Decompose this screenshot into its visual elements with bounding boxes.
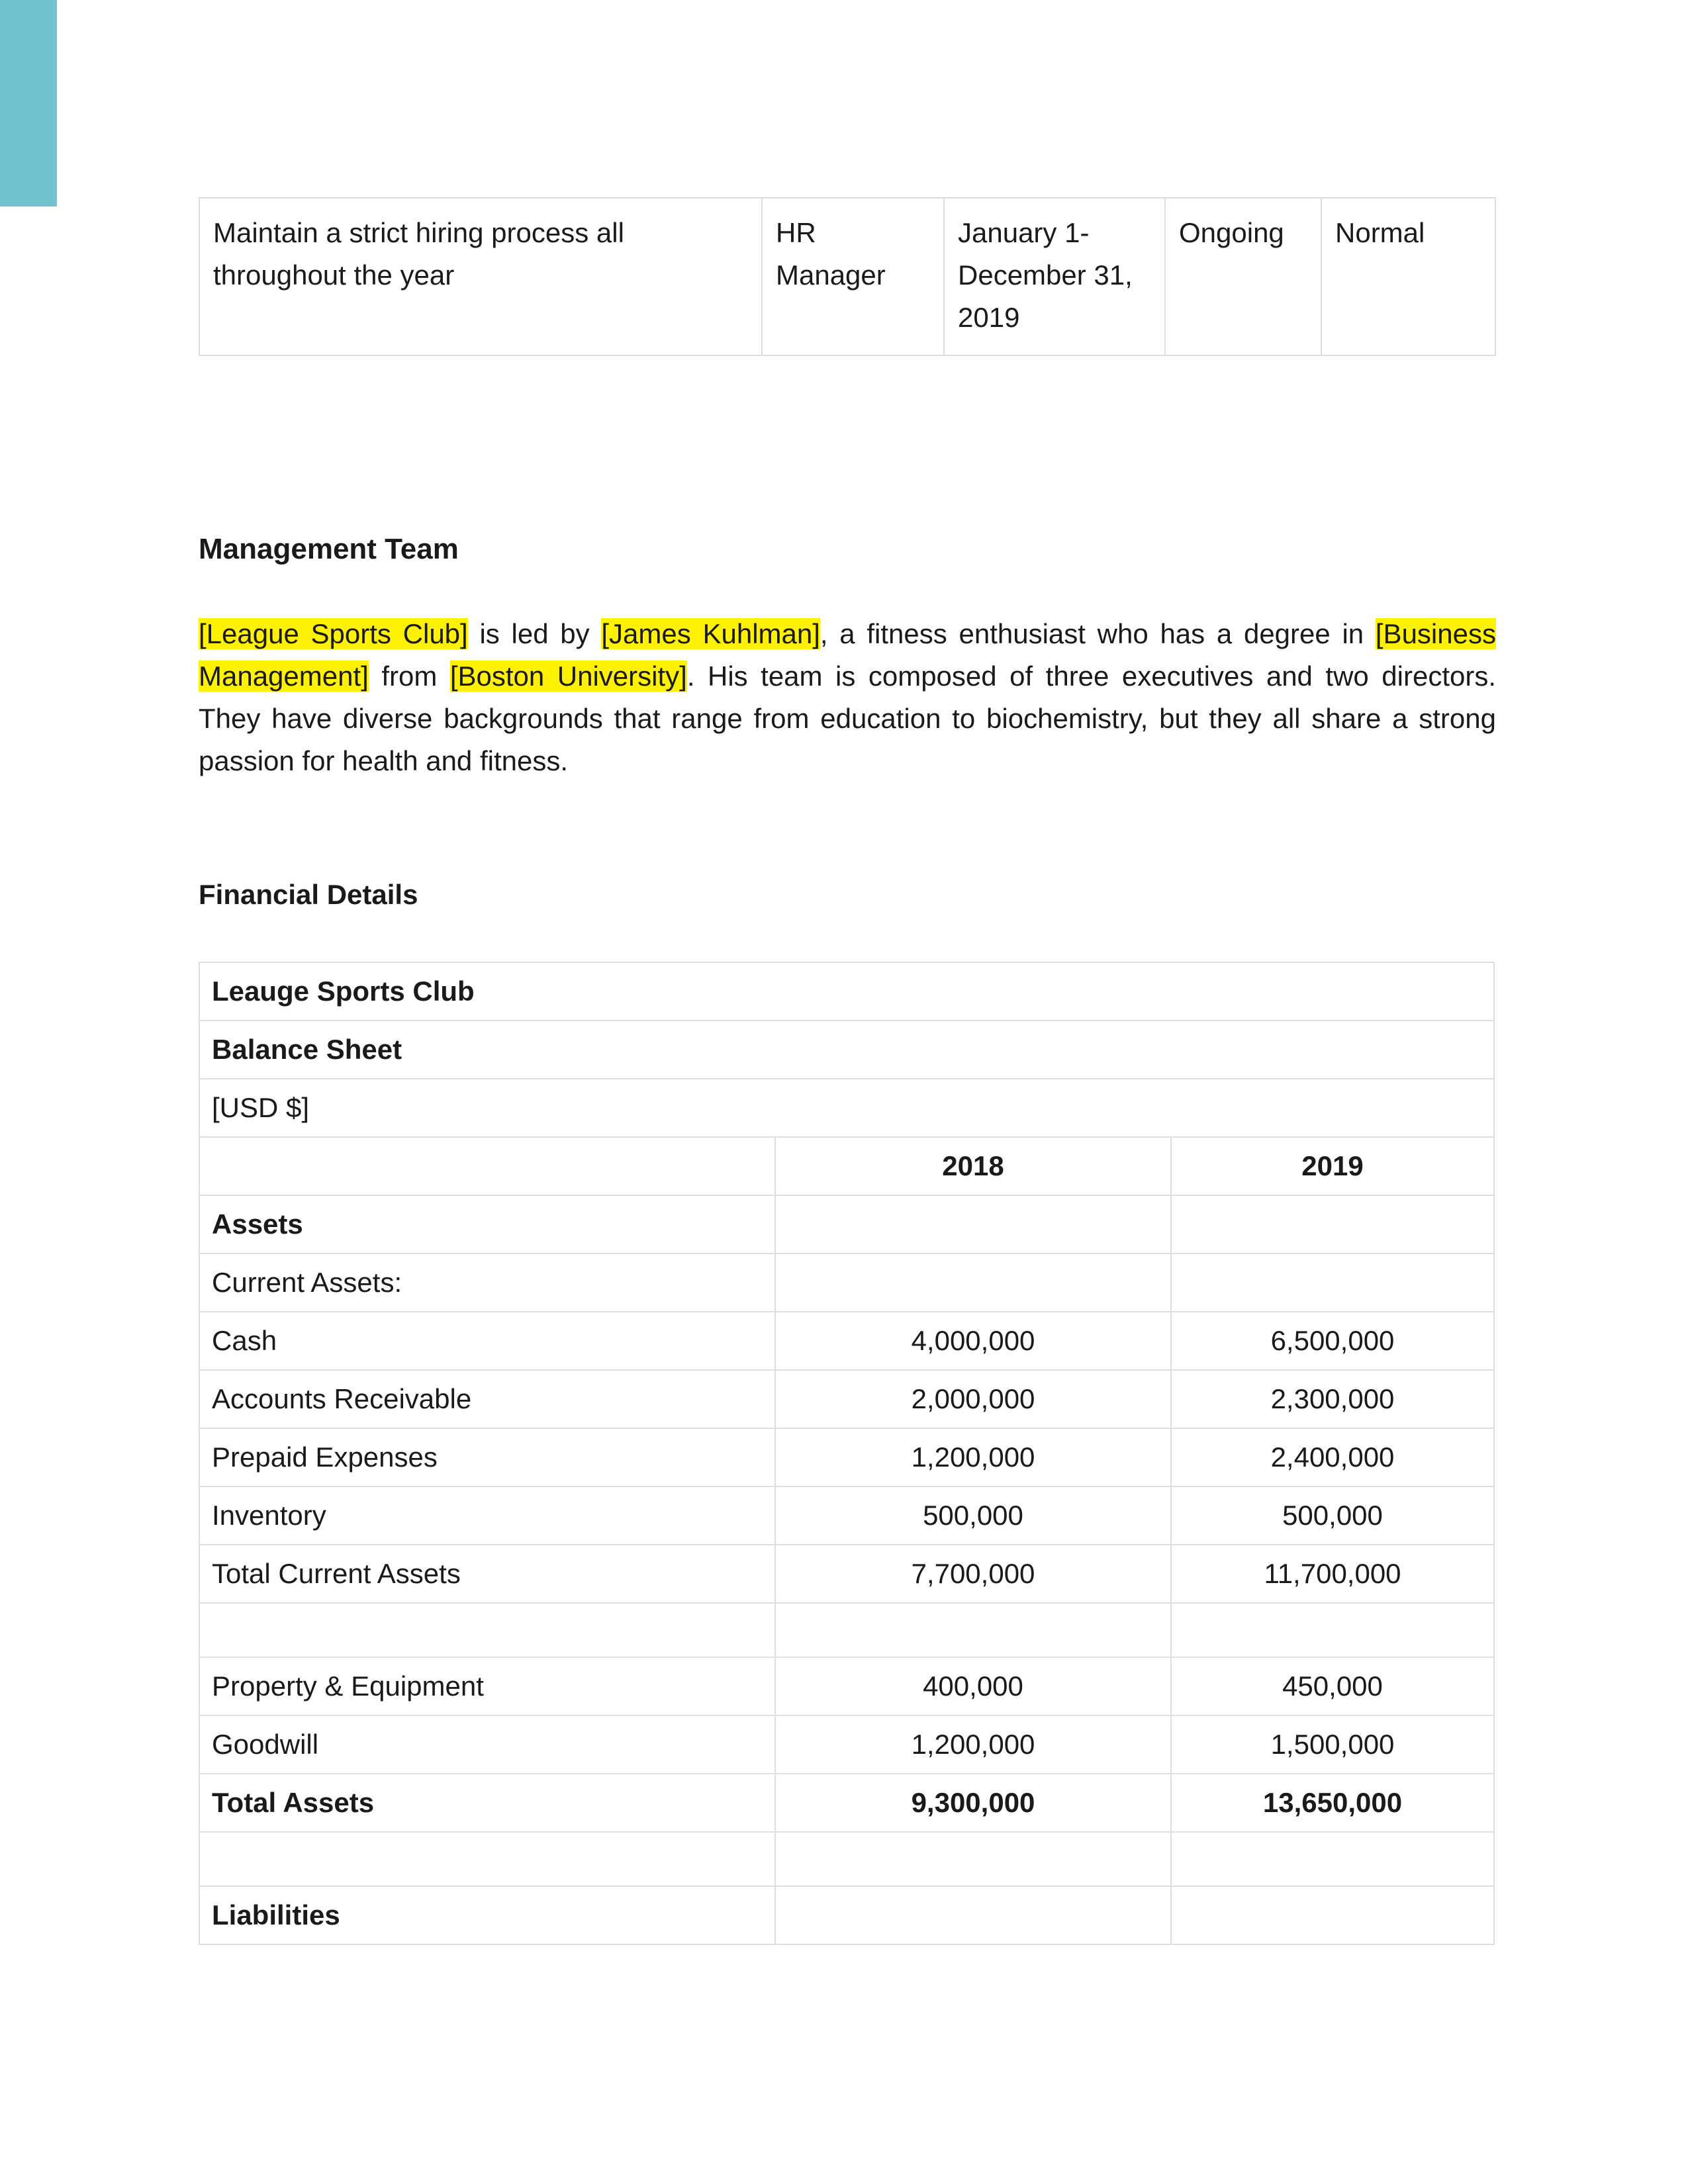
priority-cell: Normal (1321, 198, 1495, 355)
table-row (199, 1886, 1494, 1944)
financial-heading: Financial Details (199, 879, 418, 910)
balance-sheet-table (199, 962, 1495, 1945)
table-row (199, 1832, 1494, 1886)
value-2019: 500,000 (1171, 1486, 1494, 1545)
highlight-leader: [James Kuhlman] (601, 618, 820, 649)
value-2019 (1171, 1603, 1494, 1657)
highlight-degree: [Business Management] (199, 618, 1496, 692)
table-row (199, 1603, 1494, 1657)
table-row (199, 1370, 1494, 1428)
row-label: Assets (199, 1195, 775, 1253)
highlight-company: [League Sports Club] (199, 618, 468, 649)
task-table (199, 197, 1496, 356)
table-row (199, 1774, 1494, 1832)
value-2018 (775, 1253, 1171, 1312)
owner-cell: HR Manager (762, 198, 944, 355)
value-2018: 2,000,000 (775, 1370, 1171, 1428)
year-2019-header: 2019 (1171, 1137, 1494, 1195)
value-2018: 400,000 (775, 1657, 1171, 1715)
table-row (199, 1545, 1494, 1603)
status-cell: Ongoing (1165, 198, 1321, 355)
value-2018 (775, 1603, 1171, 1657)
value-2018: 4,000,000 (775, 1312, 1171, 1370)
row-label: Accounts Receivable (199, 1370, 775, 1428)
value-2018: 9,300,000 (775, 1774, 1171, 1832)
document-page (199, 197, 1496, 1931)
highlight-university: [Boston University] (449, 660, 687, 692)
value-2019: 13,650,000 (1171, 1774, 1494, 1832)
value-2019 (1171, 1253, 1494, 1312)
table-row (199, 1195, 1494, 1253)
management-heading: Management Team (199, 533, 459, 565)
paragraph-text: is led by (467, 618, 602, 649)
paragraph-text: . His team is composed of three executives and two directors. They have diverse backgrounds that range from education to biochemistry, but they all share a strong passion for health and fitness. (199, 660, 1496, 776)
row-label: Prepaid Expenses (199, 1428, 775, 1486)
value-2019: 450,000 (1171, 1657, 1494, 1715)
paragraph-text: from (368, 660, 450, 692)
year-2018-header: 2018 (775, 1137, 1171, 1195)
value-2019: 2,300,000 (1171, 1370, 1494, 1428)
row-label: Inventory (199, 1486, 775, 1545)
value-2018 (775, 1195, 1171, 1253)
row-label: Total Current Assets (199, 1545, 775, 1603)
row-label (199, 1832, 775, 1886)
row-label: Property & Equipment (199, 1657, 775, 1715)
value-2019 (1171, 1832, 1494, 1886)
row-label: Goodwill (199, 1715, 775, 1774)
value-2019 (1171, 1886, 1494, 1944)
value-2019: 2,400,000 (1171, 1428, 1494, 1486)
table-row (199, 198, 1495, 355)
statement-row (199, 1021, 1494, 1079)
row-label: Liabilities (199, 1886, 775, 1944)
header-blank (199, 1137, 775, 1195)
value-2018: 500,000 (775, 1486, 1171, 1545)
company-name: Leauge Sports Club (199, 962, 1494, 1021)
row-label: Total Assets (199, 1774, 775, 1832)
management-paragraph (199, 613, 1496, 782)
timeline-cell: January 1- December 31, 2019 (944, 198, 1165, 355)
table-row (199, 1253, 1494, 1312)
value-2018 (775, 1886, 1171, 1944)
value-2018 (775, 1832, 1171, 1886)
value-2019 (1171, 1195, 1494, 1253)
table-row (199, 1428, 1494, 1486)
currency-row (199, 1079, 1494, 1137)
side-color-tab (0, 0, 57, 206)
row-label (199, 1603, 775, 1657)
task-cell: Maintain a strict hiring process all throughout the year (199, 198, 762, 355)
value-2019: 6,500,000 (1171, 1312, 1494, 1370)
table-row (199, 1715, 1494, 1774)
paragraph-text: , a fitness enthusiast who has a degree in (820, 618, 1376, 649)
table-row (199, 1486, 1494, 1545)
year-header-row (199, 1137, 1494, 1195)
value-2018: 7,700,000 (775, 1545, 1171, 1603)
statement-title: Balance Sheet (199, 1021, 1494, 1079)
table-row (199, 1657, 1494, 1715)
row-label: Cash (199, 1312, 775, 1370)
value-2018: 1,200,000 (775, 1715, 1171, 1774)
currency-label: [USD $] (199, 1079, 1494, 1137)
value-2018: 1,200,000 (775, 1428, 1171, 1486)
value-2019: 1,500,000 (1171, 1715, 1494, 1774)
row-label: Current Assets: (199, 1253, 775, 1312)
value-2019: 11,700,000 (1171, 1545, 1494, 1603)
table-row (199, 1312, 1494, 1370)
company-row (199, 962, 1494, 1021)
